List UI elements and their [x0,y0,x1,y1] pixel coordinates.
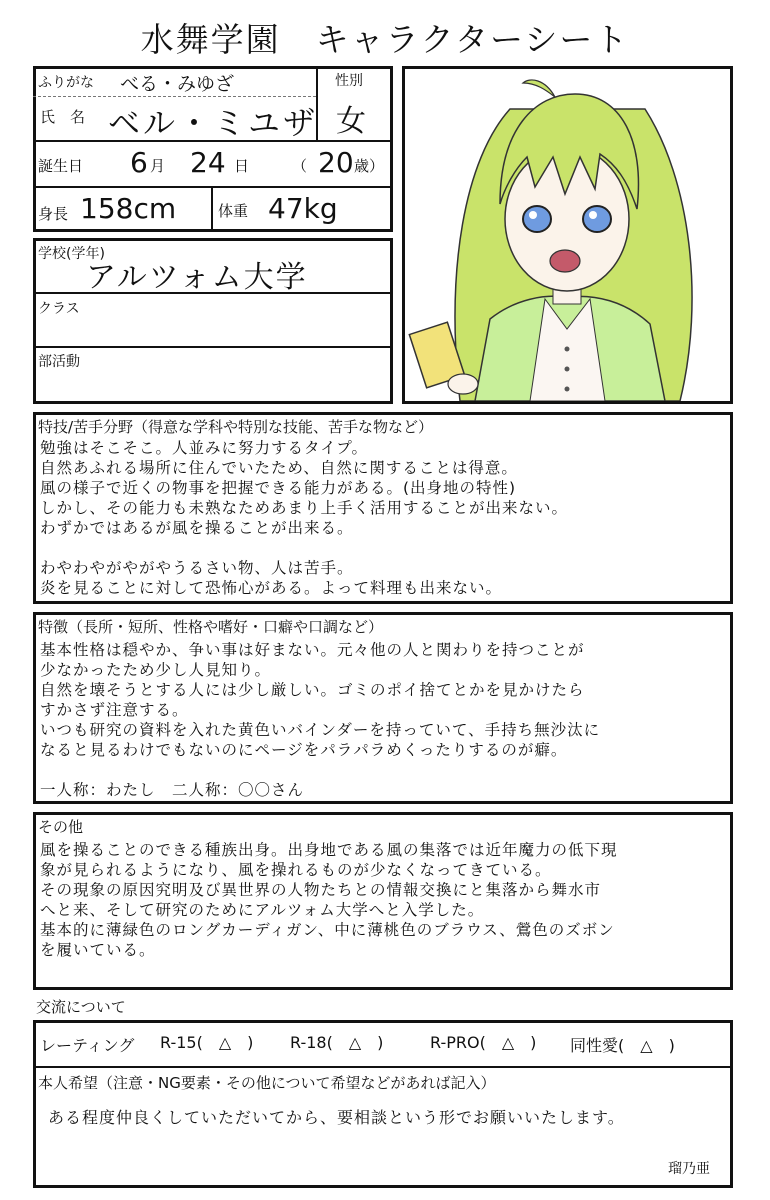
day-unit: 日 [234,157,250,175]
month-unit: 月 [150,157,166,175]
mouth [550,250,580,272]
ratings-row [150,1033,730,1057]
skills-line: 勉強はそこそこ。人並みに努力するタイプ。 [40,439,368,457]
rating-label-item: 同性愛( [570,1036,625,1055]
signature: 瑠乃亜 [668,1161,710,1177]
other-line: 象が見られるようになり、風を操れるものが少なくなってきている。 [40,861,552,879]
rating-label-item: R-18( [290,1033,333,1052]
other-heading: その他 [38,818,84,836]
name-value: ベル・ミユザ [108,104,319,142]
age-open: （ [292,157,308,175]
birthday-label: 誕生日 [38,157,84,175]
traits-heading: 特徴（長所・短所、性格や嗜好・口癖や口調など） [38,618,384,636]
wish-text: ある程度仲良くしていただいてから、要相談という形でお願いいたします。 [48,1108,625,1127]
character-portrait [402,66,733,404]
skills-line: わやわやがやがやうるさい物、人は苦手。 [40,559,354,577]
skills-line: しかし、その能力も未熟なためあまり上手く活用することが出来ない。 [40,499,569,517]
traits-line: 一人称：わたし 二人称：〇〇さん [40,781,305,799]
rating-item [430,1033,536,1052]
traits-line: 自然を壊そうとする人には少し厳しい。ゴミのポイ捨てとかを見かけたら [40,681,585,699]
rating-mark: △ [640,1036,653,1055]
other-line: その現象の原因究明及び異世界の人物たちとの情報交換にと集落から舞水市 [40,881,602,899]
right-eye [583,206,611,232]
birth-month: 6 [130,146,148,179]
weight-label: 体重 [218,202,249,220]
rating-close: ) [377,1033,384,1052]
left-eye [523,206,551,232]
age-unit: 歳） [354,157,385,175]
skills-line: わずかではあるが風を操ることが出来る。 [40,519,354,537]
weight-value: 47kg [268,192,338,225]
school-value: アルツォム大学 [86,260,308,295]
club-label: 部活動 [38,354,80,370]
name-label: 氏 名 [40,108,86,126]
rating-close: ) [247,1033,254,1052]
page-title: 水舞学園 キャラクターシート [140,20,630,59]
sex-value: 女 [336,104,366,139]
exchange-heading: 交流について [36,998,126,1016]
traits-line: いつも研究の資料を入れた黄色いバインダーを持っていて、手持ち無沙汰に [40,721,601,739]
height-value: 158cm [80,192,177,225]
class-label: クラス [38,301,80,317]
other-line: を履いている。 [40,941,156,959]
rating-label: レーティング [40,1036,135,1055]
character-illustration [405,69,730,401]
wish-label: 本人希望（注意・NG要素・その他について希望などがあれば記入） [38,1074,496,1092]
age-value: 20 [318,146,354,179]
skills-line: 自然あふれる場所に住んでいたため、自然に関することは得意。 [40,459,518,477]
skills-line: 風の様子で近くの物事を把握できる能力がある。(出身地の特性) [40,479,517,497]
rating-item [290,1033,383,1052]
skills-heading: 特技/苦手分野（得意な学科や特別な技能、苦手な物など） [38,418,434,436]
traits-line: 基本性格は穏やか、争い事は好まない。元々他の人と関わりを持つことが [40,641,585,659]
sex-label: 性別 [335,73,363,89]
height-label: 身長 [38,205,69,223]
rating-mark: △ [348,1033,362,1052]
school-label: 学校(学年) [38,246,105,262]
rating-mark: △ [501,1033,515,1052]
rating-label-item: R-15( [160,1033,203,1052]
other-line: 風を操ることのできる種族出身。出身地である風の集落では近年魔力の低下現 [40,841,618,859]
rating-mark: △ [218,1033,232,1052]
birth-day: 24 [190,146,226,179]
rating-label-item: R-PRO( [430,1033,486,1052]
traits-line: すかさず注意する。 [40,701,189,719]
rating-close: ) [530,1033,537,1052]
rating-item [160,1033,253,1052]
traits-line: なると見るわけでもないのにページをパラパラめくったりするのが癖。 [40,741,568,759]
hand [448,374,478,394]
rating-item [570,1033,675,1056]
furigana-value: べる・みゆざ [120,73,235,95]
traits-line: 少なかったため少し人見知り。 [40,661,272,679]
rating-close: ) [668,1036,675,1055]
other-line: 基本的に薄緑色のロングカーディガン、中に薄桃色のブラウス、鶯色のズボン [40,921,615,939]
skills-line: 炎を見ることに対して恐怖心がある。よって料理も出来ない。 [40,579,503,597]
other-line: へと来、そして研究のためにアルツォム大学へと入学した。 [40,901,485,919]
furigana-label: ふりがな [38,75,94,91]
